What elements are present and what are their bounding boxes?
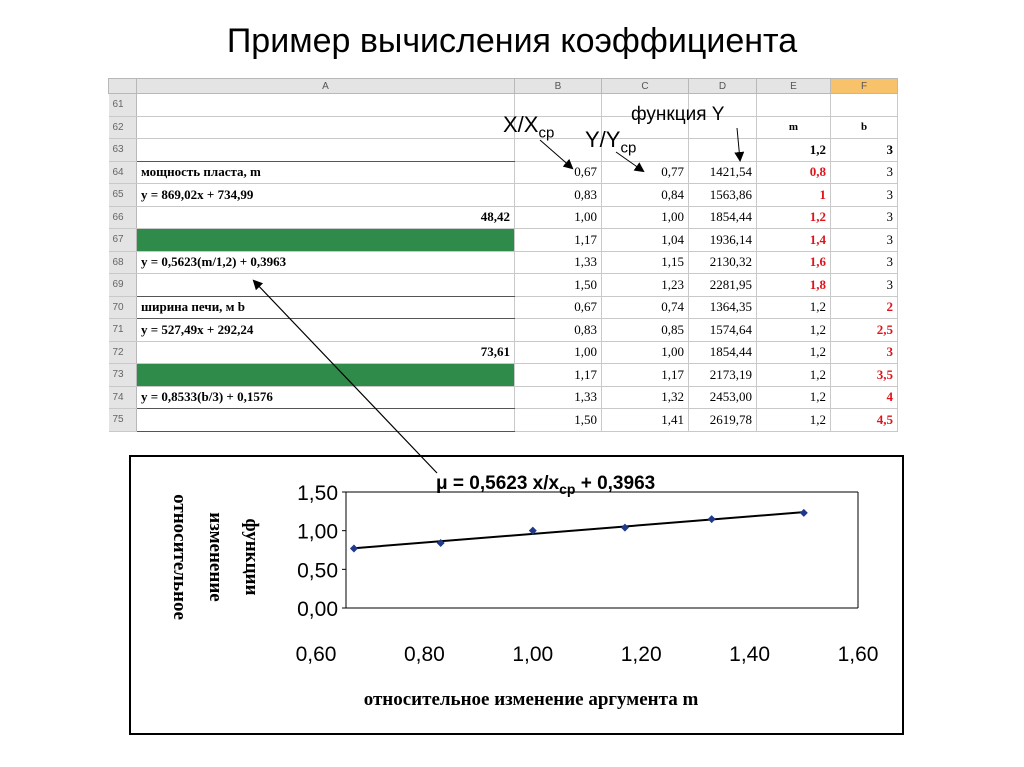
cell-d[interactable]: 1364,35 (689, 296, 757, 319)
equation-sub: ср (559, 481, 576, 497)
equation-main: μ = 0,5623 x/x (436, 473, 560, 494)
y-tick-label: 1,50 (297, 482, 338, 505)
row-number[interactable]: 65 (109, 184, 137, 207)
cell-b[interactable]: 1,33 (515, 251, 602, 274)
cell-c[interactable]: 1,00 (602, 206, 689, 229)
row-number[interactable]: 75 (109, 409, 137, 432)
x-ratio-label: X/X (503, 112, 539, 137)
pointer-arrow-y (616, 152, 643, 171)
cell-e[interactable]: 1,6 (757, 251, 831, 274)
row-number[interactable]: 62 (109, 116, 137, 139)
cell-b[interactable]: 1,00 (515, 341, 602, 364)
cell-f[interactable]: 3 (831, 139, 898, 162)
column-header-f[interactable]: F (831, 79, 898, 94)
x-tick-label: 1,40 (729, 643, 771, 666)
cell-b[interactable]: 1,00 (515, 206, 602, 229)
cell-e[interactable]: 1,2 (757, 296, 831, 319)
cell-f[interactable]: 3 (831, 251, 898, 274)
function-y-annotation: функция Y (631, 104, 725, 125)
pointer-arrow-func (737, 128, 740, 160)
row-number[interactable]: 67 (109, 229, 137, 252)
cell-f[interactable]: 3 (831, 161, 898, 184)
column-header-e[interactable]: E (757, 79, 831, 94)
cell-d[interactable]: 1574,64 (689, 319, 757, 342)
equation-tail: + 0,3963 (575, 473, 656, 494)
cell-a[interactable]: y = 869,02x + 734,99 (137, 184, 515, 207)
cell-d[interactable]: 2130,32 (689, 251, 757, 274)
row-number[interactable]: 66 (109, 206, 137, 229)
cell-d[interactable]: 1563,86 (689, 184, 757, 207)
cell-f[interactable]: 3 (831, 184, 898, 207)
cell-e[interactable]: 1,2 (757, 139, 831, 162)
cell-b[interactable]: 0,83 (515, 319, 602, 342)
cell-e[interactable]: 0,8 (757, 161, 831, 184)
cell-e[interactable]: 1,8 (757, 274, 831, 297)
cell-d[interactable]: 2619,78 (689, 409, 757, 432)
y-axis-title-line: функции (241, 518, 262, 596)
y-tick-label: 0,00 (297, 598, 338, 621)
cell-b[interactable]: 0,67 (515, 161, 602, 184)
cell-a[interactable]: 73,61 (137, 341, 515, 364)
row-number[interactable]: 73 (109, 364, 137, 387)
cell-c[interactable]: 1,17 (602, 364, 689, 387)
row-number[interactable]: 61 (109, 94, 137, 117)
row-number[interactable]: 68 (109, 251, 137, 274)
cell-c[interactable]: 1,00 (602, 341, 689, 364)
cell-b[interactable]: 1,50 (515, 274, 602, 297)
row-number[interactable]: 70 (109, 296, 137, 319)
cell-e[interactable]: 1,4 (757, 229, 831, 252)
y-axis-title-line: изменение (205, 512, 226, 602)
cell-e[interactable]: 1,2 (757, 341, 831, 364)
x-tick-label: 0,60 (295, 643, 337, 666)
y-ratio-label: Y/Y (585, 127, 621, 152)
pointer-arrow-equation (254, 281, 437, 473)
cell-c[interactable]: 1,41 (602, 409, 689, 432)
cell-b[interactable]: 1,50 (515, 409, 602, 432)
cell-c[interactable]: 1,23 (602, 274, 689, 297)
cell-a[interactable]: y = 0,5623(m/1,2) + 0,3963 (137, 251, 515, 274)
row-number[interactable]: 71 (109, 319, 137, 342)
cell-f[interactable]: 4,5 (831, 409, 898, 432)
cell-d[interactable]: 1854,44 (689, 206, 757, 229)
cell-a[interactable]: ширина печи, м b (137, 296, 515, 319)
cell-d[interactable]: 1936,14 (689, 229, 757, 252)
cell-b[interactable]: 1,17 (515, 364, 602, 387)
cell-d[interactable]: 2281,95 (689, 274, 757, 297)
x-tick-label: 1,00 (512, 643, 554, 666)
cell-e[interactable]: 1,2 (757, 319, 831, 342)
column-header-d[interactable]: D (689, 79, 757, 94)
y-tick-label: 1,00 (297, 520, 338, 544)
row-number[interactable]: 74 (109, 386, 137, 409)
cell-e[interactable]: 1,2 (757, 364, 831, 387)
cell-c[interactable]: 0,77 (602, 161, 689, 184)
cell-b[interactable]: 0,67 (515, 296, 602, 319)
cell-f[interactable]: 2,5 (831, 319, 898, 342)
x-axis-title: относительное изменение аргумента m (363, 689, 699, 710)
row-number[interactable]: 63 (109, 139, 137, 162)
cell-b[interactable]: 1,33 (515, 386, 602, 409)
cell-c[interactable]: 1,04 (602, 229, 689, 252)
cell-e[interactable]: 1,2 (757, 386, 831, 409)
cell-d[interactable]: 1421,54 (689, 161, 757, 184)
cell-f[interactable]: 3 (831, 274, 898, 297)
cell-c[interactable]: 0,74 (602, 296, 689, 319)
column-header-a[interactable]: A (137, 79, 515, 94)
y-ratio-sub: ср (620, 139, 637, 157)
cell-a[interactable]: 48,42 (137, 206, 515, 229)
cell-d[interactable]: 2173,19 (689, 364, 757, 387)
cell-e[interactable]: m (757, 116, 831, 139)
column-header-c[interactable]: C (602, 79, 689, 94)
cell-f[interactable]: 4 (831, 386, 898, 409)
x-tick-label: 0,80 (403, 643, 445, 666)
cell-f[interactable]: 3 (831, 206, 898, 229)
cell-c[interactable]: 1,15 (602, 251, 689, 274)
cell-f[interactable]: 3 (831, 229, 898, 252)
cell-f[interactable]: 3 (831, 341, 898, 364)
cell-f[interactable]: 3,5 (831, 364, 898, 387)
y-tick-label: 0,50 (297, 559, 338, 583)
cell-c[interactable]: 1,32 (602, 386, 689, 409)
slide-title: Пример вычисления коэффициента (226, 22, 798, 60)
cell-a[interactable]: мощность пласта, m (137, 161, 515, 184)
cell-b[interactable]: 1,17 (515, 229, 602, 252)
row-number[interactable]: 72 (109, 341, 137, 364)
x-ratio-sub: ср (538, 124, 555, 142)
y-axis-title-line: относительное (169, 494, 190, 620)
cell-c[interactable]: 0,85 (602, 319, 689, 342)
cell-b[interactable]: 0,83 (515, 184, 602, 207)
cell-d[interactable]: 2453,00 (689, 386, 757, 409)
cell-a[interactable]: y = 527,49x + 292,24 (137, 319, 515, 342)
x-tick-label: 1,20 (620, 643, 662, 666)
cell-f[interactable]: b (831, 116, 898, 139)
row-number[interactable]: 69 (109, 274, 137, 297)
cell-e[interactable]: 1,2 (757, 206, 831, 229)
cell-e[interactable]: 1,2 (757, 409, 831, 432)
pointer-arrow-x (540, 140, 572, 168)
column-header-b[interactable]: B (515, 79, 602, 94)
x-tick-label: 1,60 (837, 643, 879, 666)
cell-f[interactable]: 2 (831, 296, 898, 319)
row-number[interactable]: 64 (109, 161, 137, 184)
cell-c[interactable]: 0,84 (602, 184, 689, 207)
cell-d[interactable]: 1854,44 (689, 341, 757, 364)
cell-a[interactable]: y = 0,8533(b/3) + 0,1576 (137, 386, 515, 409)
cell-e[interactable]: 1 (757, 184, 831, 207)
